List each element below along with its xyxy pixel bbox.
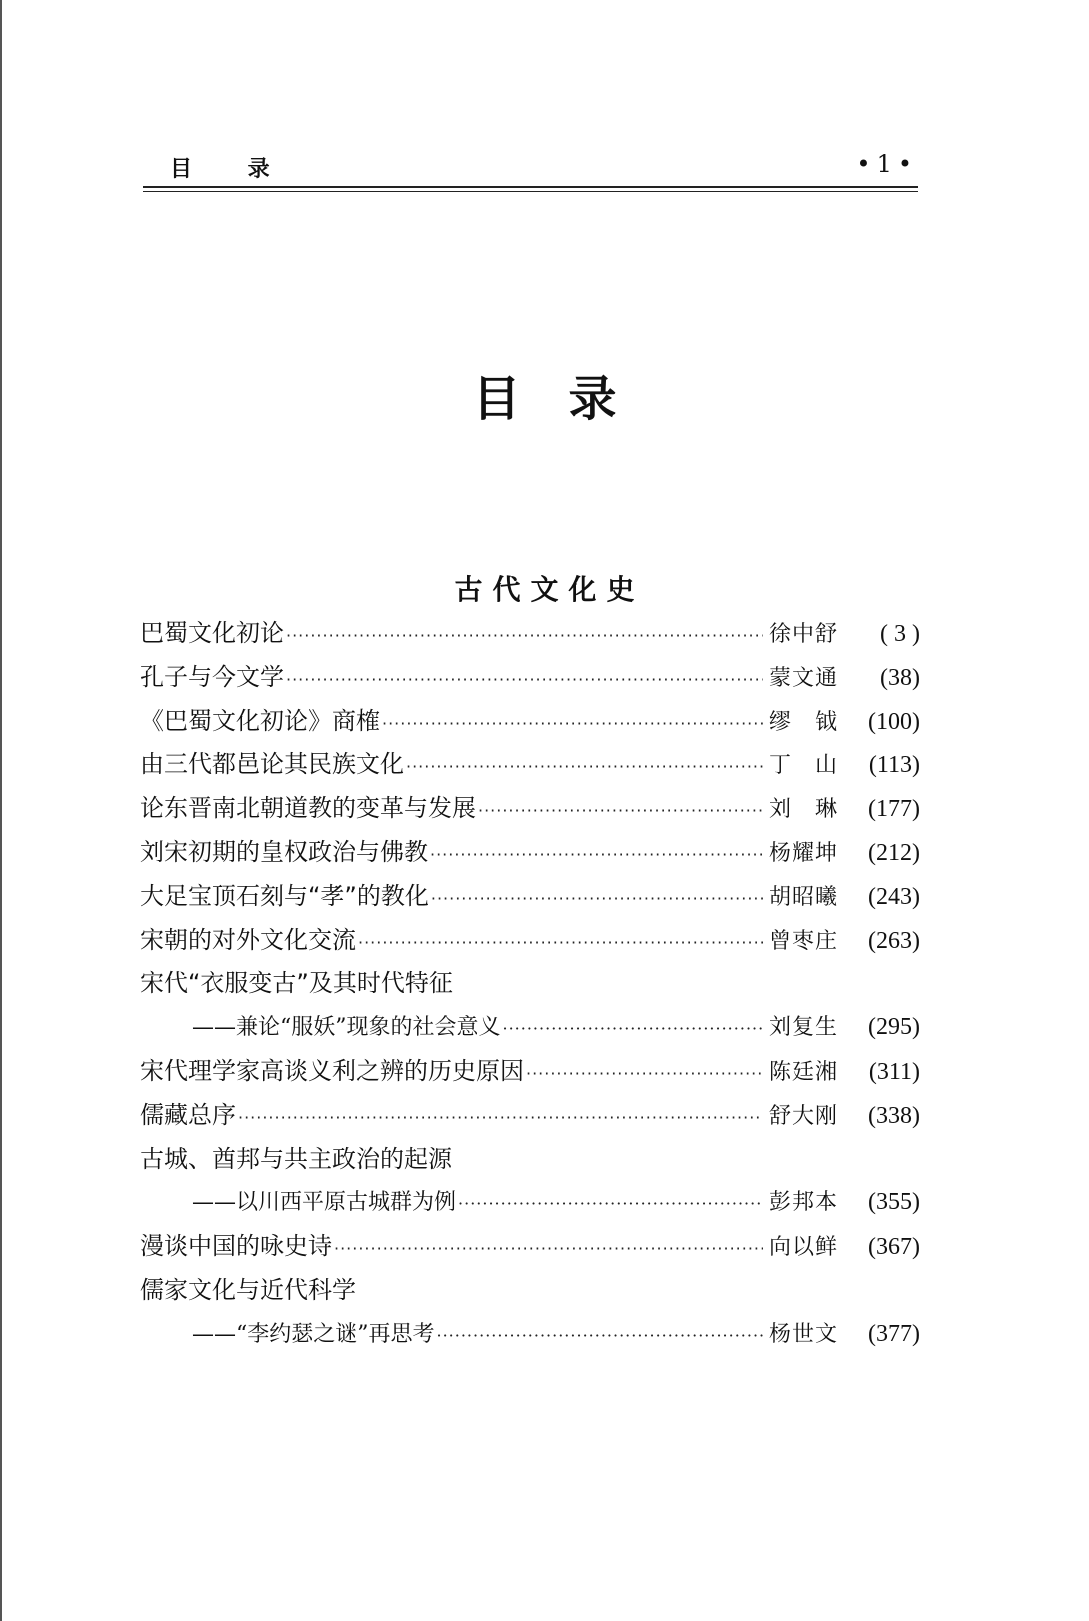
dot-leader bbox=[478, 789, 763, 833]
dot-leader bbox=[382, 702, 763, 746]
dot-leader bbox=[430, 833, 763, 877]
toc-entry-page: (100) bbox=[868, 708, 920, 735]
toc-entry-author: 杨耀坤 bbox=[769, 840, 839, 866]
toc-entry-title: 儒藏总序 bbox=[140, 1100, 236, 1129]
dot-leader bbox=[286, 658, 763, 702]
dot-leader bbox=[286, 614, 763, 658]
header-rule bbox=[143, 186, 918, 192]
dot-leader bbox=[458, 1182, 763, 1226]
toc-entry[interactable] bbox=[140, 743, 920, 787]
toc-entry-author: 彭邦本 bbox=[769, 1190, 839, 1216]
toc-entry[interactable] bbox=[140, 787, 920, 831]
toc-entry[interactable] bbox=[140, 831, 920, 875]
toc-entry-page: (377) bbox=[868, 1320, 920, 1347]
dot-leader bbox=[431, 877, 763, 921]
dot-leader bbox=[358, 921, 763, 965]
dot-leader bbox=[238, 1096, 763, 1140]
toc-entry-title: 宋代“衣服变古”及其时代特征 bbox=[140, 969, 453, 998]
dot-leader bbox=[526, 1052, 763, 1096]
toc-entry-author: 向以鲜 bbox=[769, 1235, 839, 1261]
toc-entry[interactable] bbox=[140, 875, 920, 919]
toc-entry-page: (338) bbox=[868, 1102, 920, 1129]
page-title: 目录 bbox=[472, 371, 665, 427]
toc-entry-page: (355) bbox=[868, 1189, 920, 1216]
toc-entry-title: 由三代都邑论其民族文化 bbox=[140, 750, 404, 779]
toc-entry[interactable] bbox=[140, 612, 920, 656]
toc-entry-title: 论东晋南北朝道教的变革与发展 bbox=[140, 794, 476, 823]
toc-entry-title: 漫谈中国的咏史诗 bbox=[140, 1232, 332, 1261]
toc-entry-title: 宋朝的对外文化交流 bbox=[140, 925, 356, 954]
toc-entry-page: (212) bbox=[868, 839, 920, 866]
toc-entry-page: (263) bbox=[868, 927, 920, 954]
toc-entry[interactable] bbox=[140, 700, 920, 744]
toc-entry[interactable] bbox=[140, 1050, 920, 1094]
toc-entry-subtitle-line[interactable] bbox=[140, 1006, 920, 1050]
toc-entry-page: (311) bbox=[868, 1058, 920, 1085]
toc-entry-subtitle-line[interactable] bbox=[140, 1181, 920, 1225]
toc-entry-title: 孔子与今文学 bbox=[140, 662, 284, 691]
toc-entry-title: 巴蜀文化初论 bbox=[140, 619, 284, 647]
toc-entry[interactable] bbox=[140, 1094, 920, 1138]
toc-entry-subtitle: ——兼论“服妖”现象的社会意义 bbox=[192, 1015, 501, 1041]
toc-entry-page: (113) bbox=[868, 752, 920, 779]
toc-entry-author: 丁 山 bbox=[769, 753, 839, 779]
toc-entry-title: 刘宋初期的皇权政治与佛教 bbox=[140, 837, 428, 866]
toc-entry-author: 陈廷湘 bbox=[769, 1059, 839, 1085]
toc-entry[interactable] bbox=[140, 656, 920, 700]
toc-entry-title: 大足宝顶石刻与“孝”的教化 bbox=[140, 881, 429, 910]
toc-entry-author: 缪 钺 bbox=[769, 709, 839, 735]
toc-entry-subtitle-line[interactable] bbox=[140, 1313, 920, 1357]
toc-entry-page: (367) bbox=[868, 1234, 920, 1261]
dot-leader bbox=[503, 1007, 764, 1051]
toc-entry-author: 曾枣庄 bbox=[769, 928, 839, 954]
toc-entry-title: 古城、酋邦与共主政治的起源 bbox=[140, 1144, 452, 1173]
toc-entry-author: 徐中舒 bbox=[769, 622, 839, 647]
toc-entry-title: 儒家文化与近代科学 bbox=[140, 1275, 356, 1304]
toc-entry-subtitle: ——“李约瑟之谜”再思考 bbox=[192, 1321, 435, 1347]
section-title: 古代文化史 bbox=[454, 573, 645, 606]
toc-entry-page: (243) bbox=[868, 883, 920, 910]
toc-entry-author: 杨世文 bbox=[769, 1321, 839, 1347]
toc-entry-title: 《巴蜀文化初论》商榷 bbox=[140, 706, 380, 735]
running-head bbox=[148, 150, 918, 190]
running-head-title: 目 录 bbox=[170, 157, 294, 182]
page-number: •1• bbox=[856, 150, 918, 178]
dot-leader bbox=[406, 745, 763, 789]
toc-entry-page: (38) bbox=[880, 664, 920, 691]
toc-entry-author: 刘 琳 bbox=[769, 797, 839, 823]
toc-entry-title-line[interactable] bbox=[140, 962, 920, 1006]
toc-entry-subtitle: ——以川西平原古城群为例 bbox=[192, 1190, 457, 1216]
toc-entry-author: 蒙文通 bbox=[769, 665, 839, 691]
toc-entry-author: 刘复生 bbox=[769, 1015, 839, 1041]
toc-entry-author: 舒大刚 bbox=[769, 1103, 839, 1129]
page-left-edge bbox=[0, 0, 2, 1621]
dot-leader bbox=[334, 1227, 763, 1271]
toc-entry-page: ( 3 ) bbox=[880, 621, 920, 647]
toc-entry-title-line[interactable] bbox=[140, 1138, 920, 1182]
toc-entry[interactable] bbox=[140, 1225, 920, 1269]
toc-entry-title-line[interactable] bbox=[140, 1269, 920, 1313]
toc-entry-title: 宋代理学家高谈义利之辨的历史原因 bbox=[140, 1056, 524, 1085]
toc-entry-page: (177) bbox=[868, 796, 920, 823]
dot-leader bbox=[437, 1314, 764, 1358]
toc-entry-page: (295) bbox=[868, 1014, 920, 1041]
toc-entry[interactable] bbox=[140, 919, 920, 963]
toc-entry-author: 胡昭曦 bbox=[769, 884, 839, 910]
table-of-contents bbox=[140, 612, 920, 1357]
